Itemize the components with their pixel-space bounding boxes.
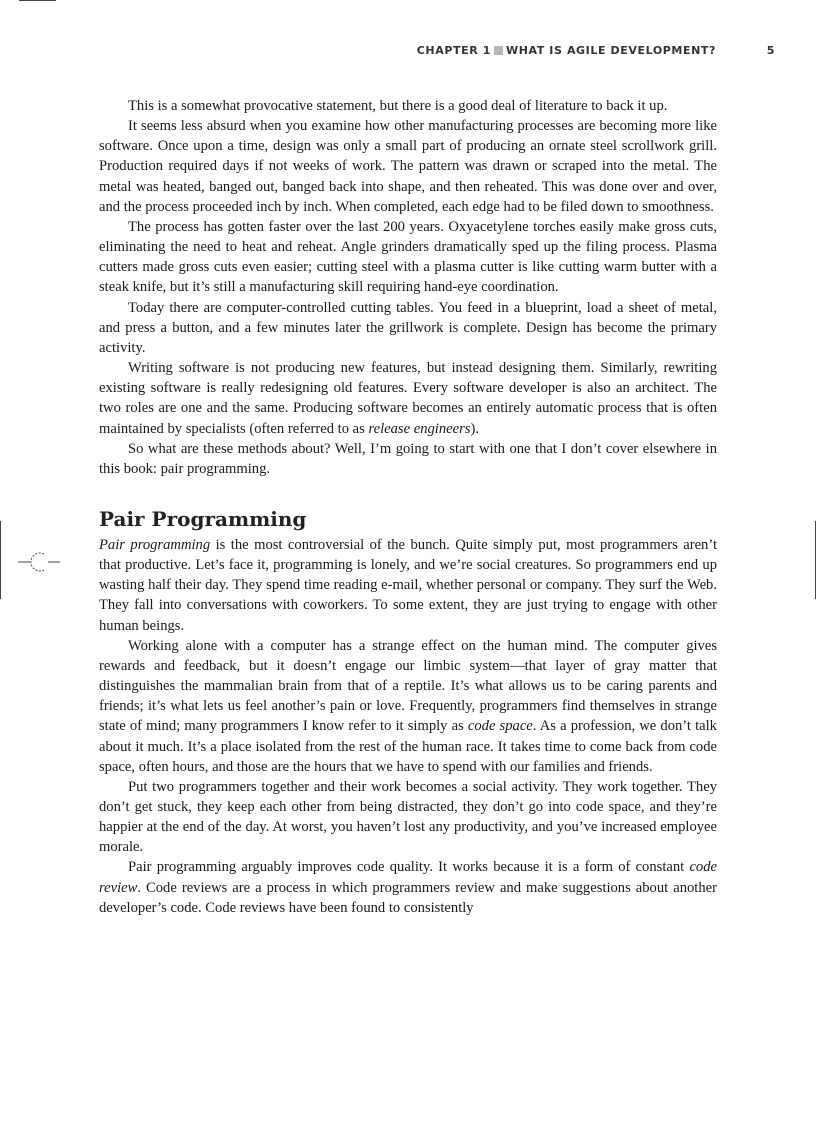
paragraph (99, 358, 717, 439)
text-run: Writing software is not producing new features, but instead designing them. Similarly, rewriting existing software is really redesigning old features. Every software developer is also an architect. The two roles are one and the same. Producing software becomes an entirely automatic process that is often maintained by specialists (often referred to as (99, 360, 717, 437)
italic-term: Pair programming (99, 536, 211, 553)
text-run: is the most controversial of the bunch. Quite simply put, most programmers aren’t that productive. Let’s face it, programming is lonely, and we’re social creatures. So programmers end up wasting half their day. They spend time reading e-mail, whether personal or company. They surf the Web. They fall into conversations with coworkers. To some extent, they are just trying to engage with other human beings. (99, 536, 717, 634)
text-run: This is a somewhat provocative statement, but there is a good deal of literature to back it up. (128, 98, 668, 114)
separator-square-icon (494, 46, 503, 55)
registration-mark-icon (18, 550, 60, 574)
paragraph (99, 777, 717, 858)
paragraph (99, 116, 717, 217)
paragraph (99, 298, 717, 358)
page-number: 5 (766, 44, 775, 57)
paragraph (99, 857, 717, 917)
text-run: The process has gotten faster over the last 200 years. Oxyacetylene torches easily make gross cuts, eliminating the need to heat and reheat. Angle grinders dramatically sped up the filing process. Plasma cutters made gross cuts even easier; cutting steel with a plasma cutter is like cutting warm butter with a steak knife, but it’s still a manufacturing skill requiring hand-eye coordination. (99, 218, 717, 296)
paragraph (99, 217, 717, 298)
text-run: So what are these methods about? Well, I’m going to start with one that I don’t cover elsewhere in this book: pair programming. (99, 440, 717, 477)
crop-mark-top (19, 0, 56, 1)
text-run: Working alone with a computer has a strange effect on the human mind. The computer gives rewards and feedback, but it doesn’t engage our limbic system—that layer of gray matter that distinguishes the mammalian brain from that of a reptile. It’s what allows us to be caring parents and friends; it’s what lets us feel another’s pain or love. Frequently, programmers find themselves in strange state of mind; many programmers I know refer to it simply as (99, 637, 717, 735)
section-heading: Pair Programming (99, 506, 307, 531)
paragraphs-after-heading (99, 535, 717, 918)
chapter-label: CHAPTER 1 (416, 44, 491, 57)
crop-mark-left (0, 521, 1, 599)
italic-term: code review (99, 859, 717, 896)
text-run: It seems less absurd when you examine how other manufacturing processes are becoming more like software. Once upon a time, design was only a small part of producing an ornate steel scrollwork grill. Production required days if not weeks of work. The pattern was drawn or scraped into the metal. The metal was heated, banged out, banged back into shape, and then reheated. This was done over and over, and the process proceeded inch by inch. When completed, each edge had to be filed down to smoothness. (99, 118, 717, 215)
text-run: . Code reviews are a process in which programmers review and make suggestions about another developer’s code. Code reviews have been found to consistently (99, 879, 717, 916)
paragraph (99, 636, 717, 777)
paragraph (99, 535, 717, 636)
running-header (0, 44, 775, 60)
italic-term: release engineers (368, 420, 471, 437)
paragraph (99, 96, 717, 116)
text-run: Today there are computer-controlled cutting tables. You feed in a blueprint, load a sheet of metal, and press a button, and a few minutes later the grillwork is complete. Design has become the primary activity. (99, 299, 717, 356)
chapter-title: WHAT IS AGILE DEVELOPMENT? (505, 44, 716, 57)
paragraph (99, 439, 717, 479)
italic-term: code space (467, 718, 533, 735)
text-run: ). (470, 420, 479, 437)
body-text (99, 96, 717, 918)
paragraphs-before-heading (99, 96, 717, 479)
text-run: . As a profession, we don’t talk about it much. It’s a place isolated from the rest of the human race. It takes time to come back from code space, often hours, and those are the hours that we have to spend with our families and friends. (99, 718, 717, 775)
text-run: Put two programmers together and their work becomes a social activity. They work together. They don’t get stuck, they keep each other from being distracted, they don’t go into code space, and they’re happier at the end of the day. At worst, you haven’t lost any productivity, and you’ve increased employee morale. (99, 778, 717, 856)
text-run: Pair programming arguably improves code quality. It works because it is a form of constant (128, 859, 690, 876)
running-title (417, 44, 716, 57)
